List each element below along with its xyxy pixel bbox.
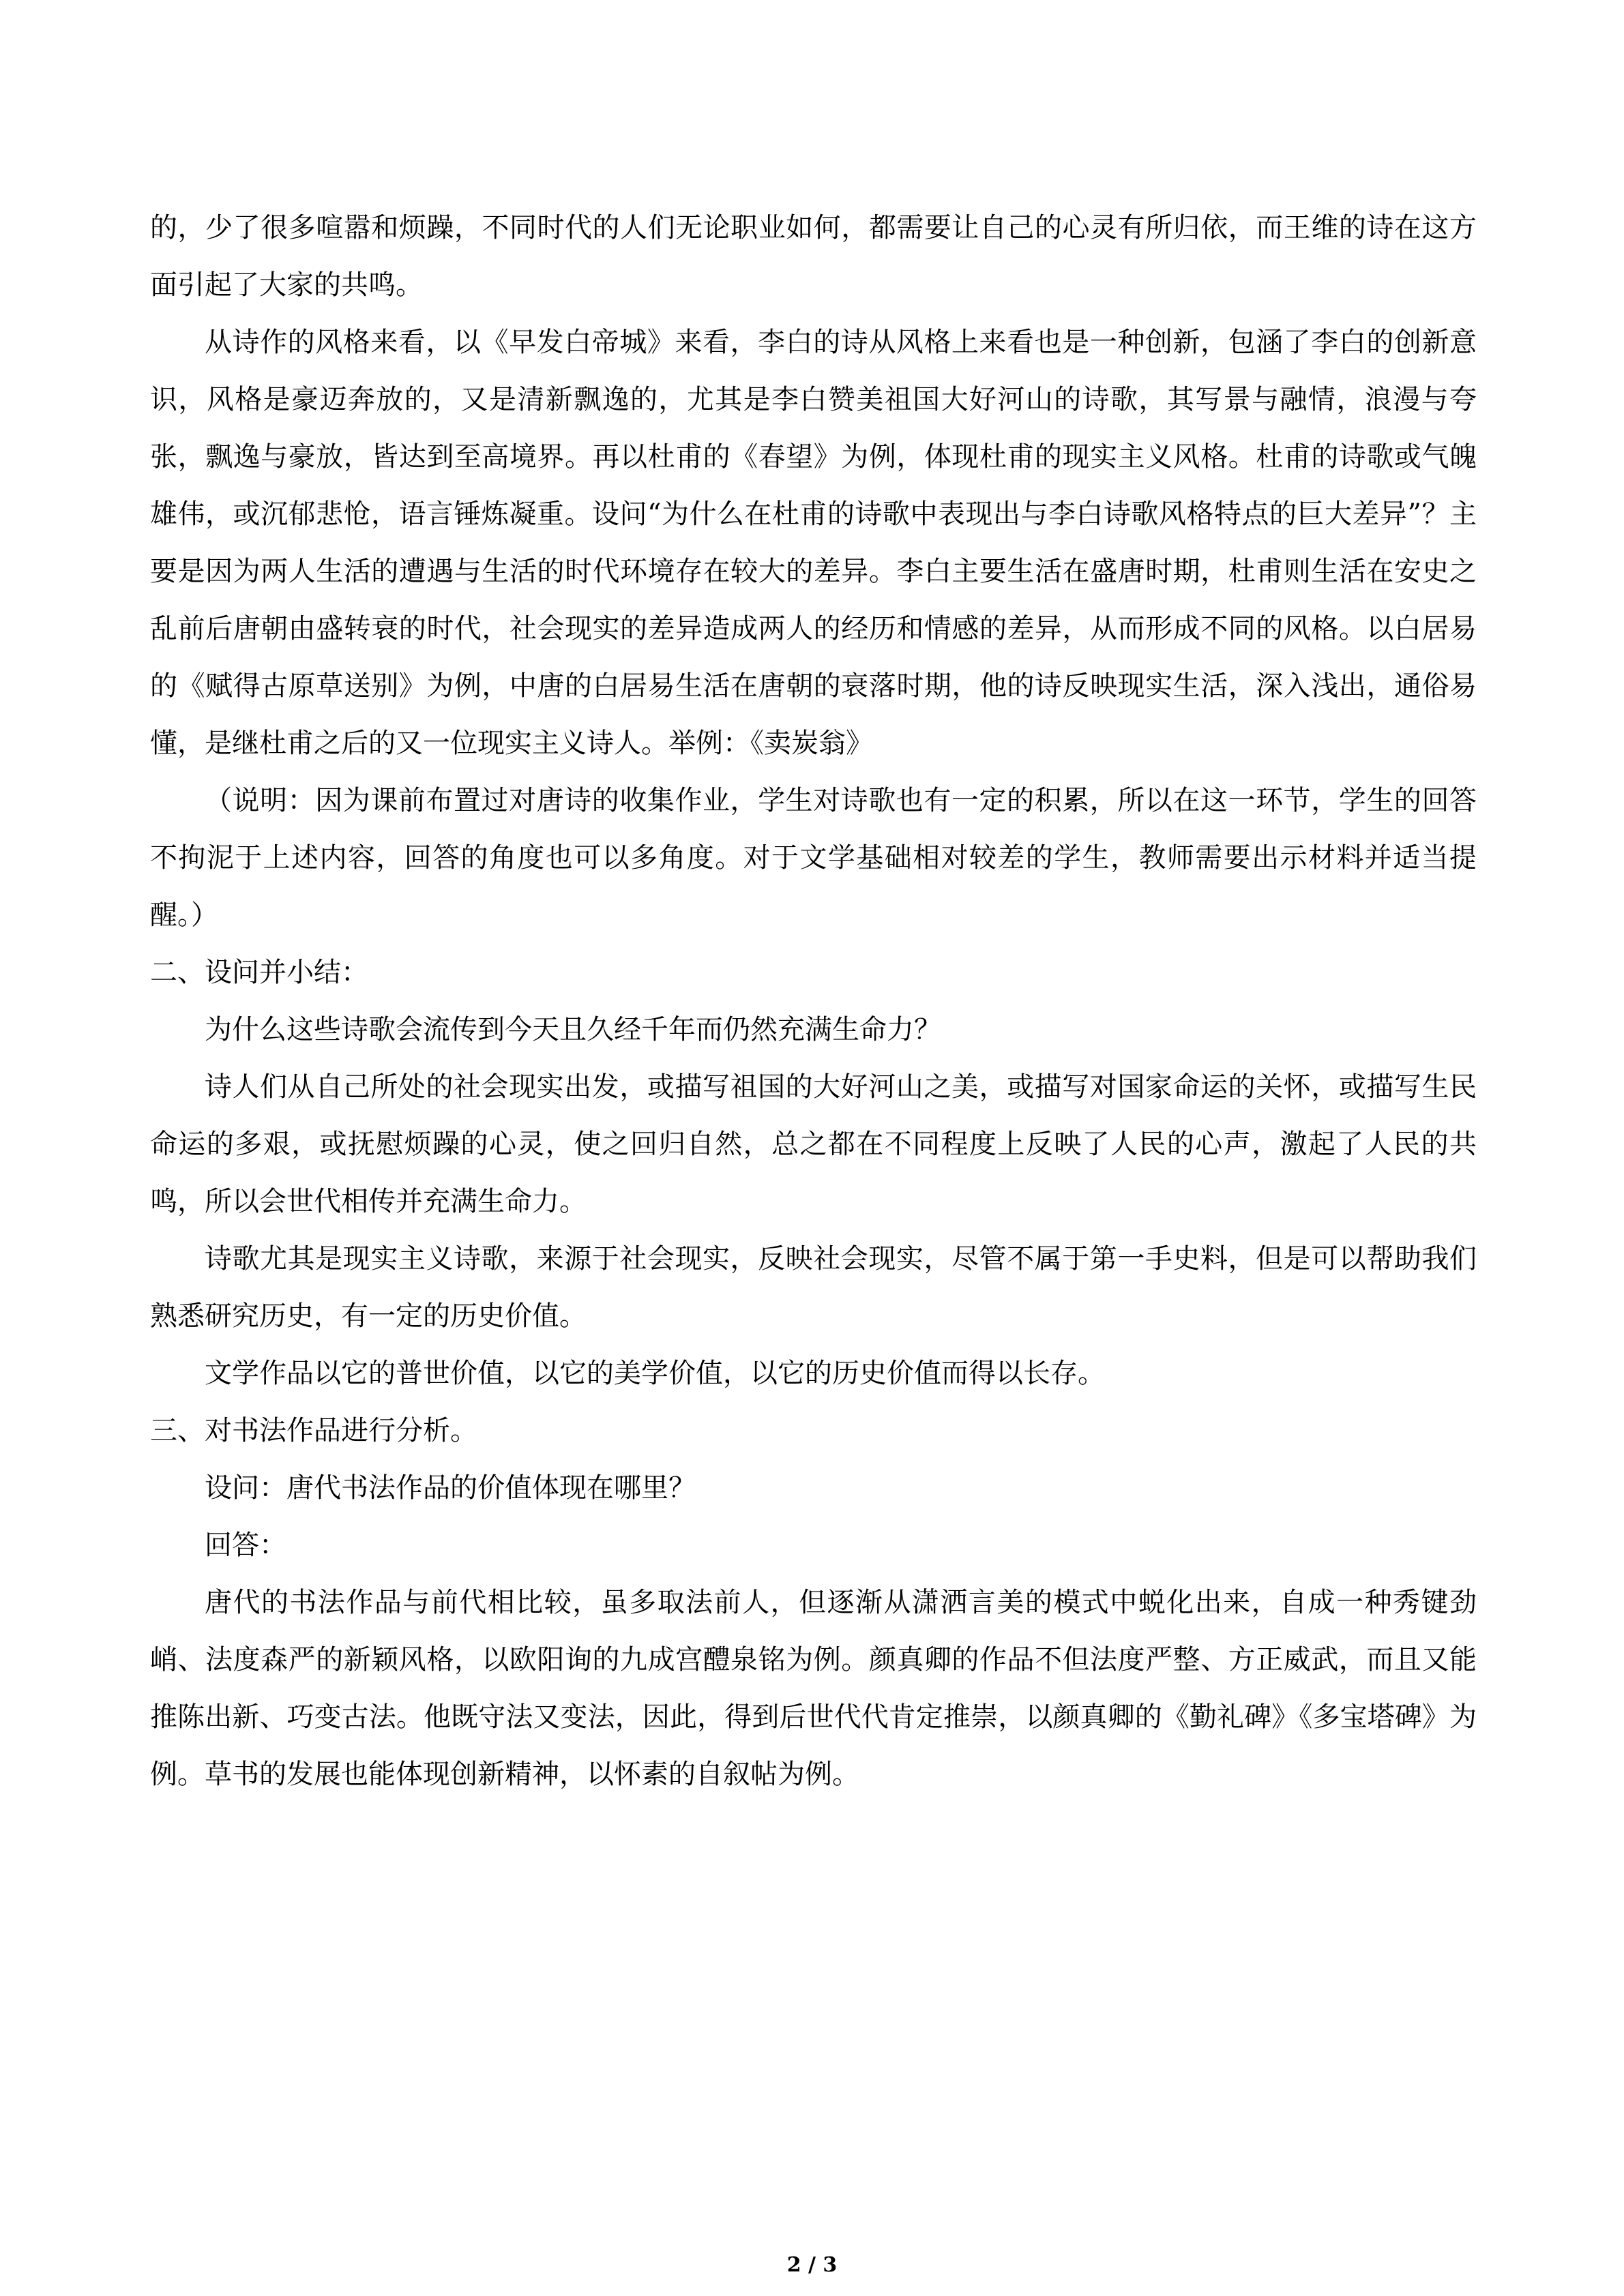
paragraph: 诗歌尤其是现实主义诗歌，来源于社会现实，反映社会现实，尽管不属于第一手史料，但是可以帮助我们熟悉研究历史，有一定的历史价值。 (150, 1243, 1477, 1332)
note-paragraph: （说明：因为课前布置过对唐诗的收集作业，学生对诗歌也有一定的积累，所以在这一环节，学生的回答不拘泥于上述内容，回答的角度也可以多角度。对于文学基础相对较差的学生，教师需要出示材料并适当提醒。） (150, 785, 1477, 931)
paragraph: 文学作品以它的普世价值，以它的美学价值，以它的历史价值而得以长存。 (205, 1358, 1105, 1389)
paragraph: 的，少了很多喧嚣和烦躁，不同时代的人们无论职业如何，都需要让自己的心灵有所归依，而王维的诗在这方面引起了大家的共鸣。 (150, 212, 1477, 301)
paragraph: 从诗作的风格来看，以《早发白帝城》来看，李白的诗从风格上来看也是一种创新，包涵了李白的创新意识，风格是豪迈奔放的，又是清新飘逸的，尤其是李白赞美祖国大好河山的诗歌，其写景与融情，浪漫与夸张，飘逸与豪放，皆达到至高境界。再以杜甫的《春望》为例，体现杜甫的现实主义风格。杜甫的诗歌或气魄雄伟，或沉郁悲怆，语言锤炼凝重。设问“为什么在杜甫的诗歌中表现出与李白诗歌风格特点的巨大差异”？主要是因为两人生活的遭遇与生活的时代环境存在较大的差异。李白主要生活在盛唐时期，杜甫则生活在安史之乱前后唐朝由盛转衰的时代，社会现实的差异造成两人的经历和情感的差异，从而形成不同的风格。以白居易的《赋得古原草送别》为例，中唐的白居易生活在唐朝的衰落时期，他的诗反映现实生活，深入浅出，通俗易懂，是继杜甫之后的又一位现实主义诗人。举例：《卖炭翁》 (150, 327, 1477, 759)
question-paragraph: 为什么这些诗歌会流传到今天且久经千年而仍然充满生命力？ (205, 1014, 941, 1045)
section-heading: 三、对书法作品进行分析。 (150, 1415, 477, 1446)
page-number: 2 / 3 (786, 2253, 838, 2277)
answer-label: 回答： (205, 1530, 286, 1561)
paragraph: 唐代的书法作品与前代相比较，虽多取法前人，但逐渐从潇洒言美的模式中蜕化出来，自成一种秀键劲峭、法度森严的新颖风格，以欧阳询的九成宫醴泉铭为例。颜真卿的作品不但法度严整、方正威武，而且又能推陈出新、巧变古法。他既守法又变法，因此，得到后世代代肯定推崇，以颜真卿的《勤礼碑》《多宝塔碑》为例。草书的发展也能体现创新精神，以怀素的自叙帖为例。 (150, 1587, 1477, 1790)
section-heading: 二、设问并小结： (150, 957, 368, 988)
paragraph: 诗人们从自己所处的社会现实出发，或描写祖国的大好河山之美，或描写对国家命运的关怀，或描写生民命运的多艰，或抚慰烦躁的心灵，使之回归自然，总之都在不同程度上反映了人民的心声，激起了人民的共鸣，所以会世代相传并充满生命力。 (150, 1071, 1477, 1217)
document-body (150, 199, 1477, 1803)
question-paragraph: 设问：唐代书法作品的价值体现在哪里？ (205, 1472, 696, 1504)
